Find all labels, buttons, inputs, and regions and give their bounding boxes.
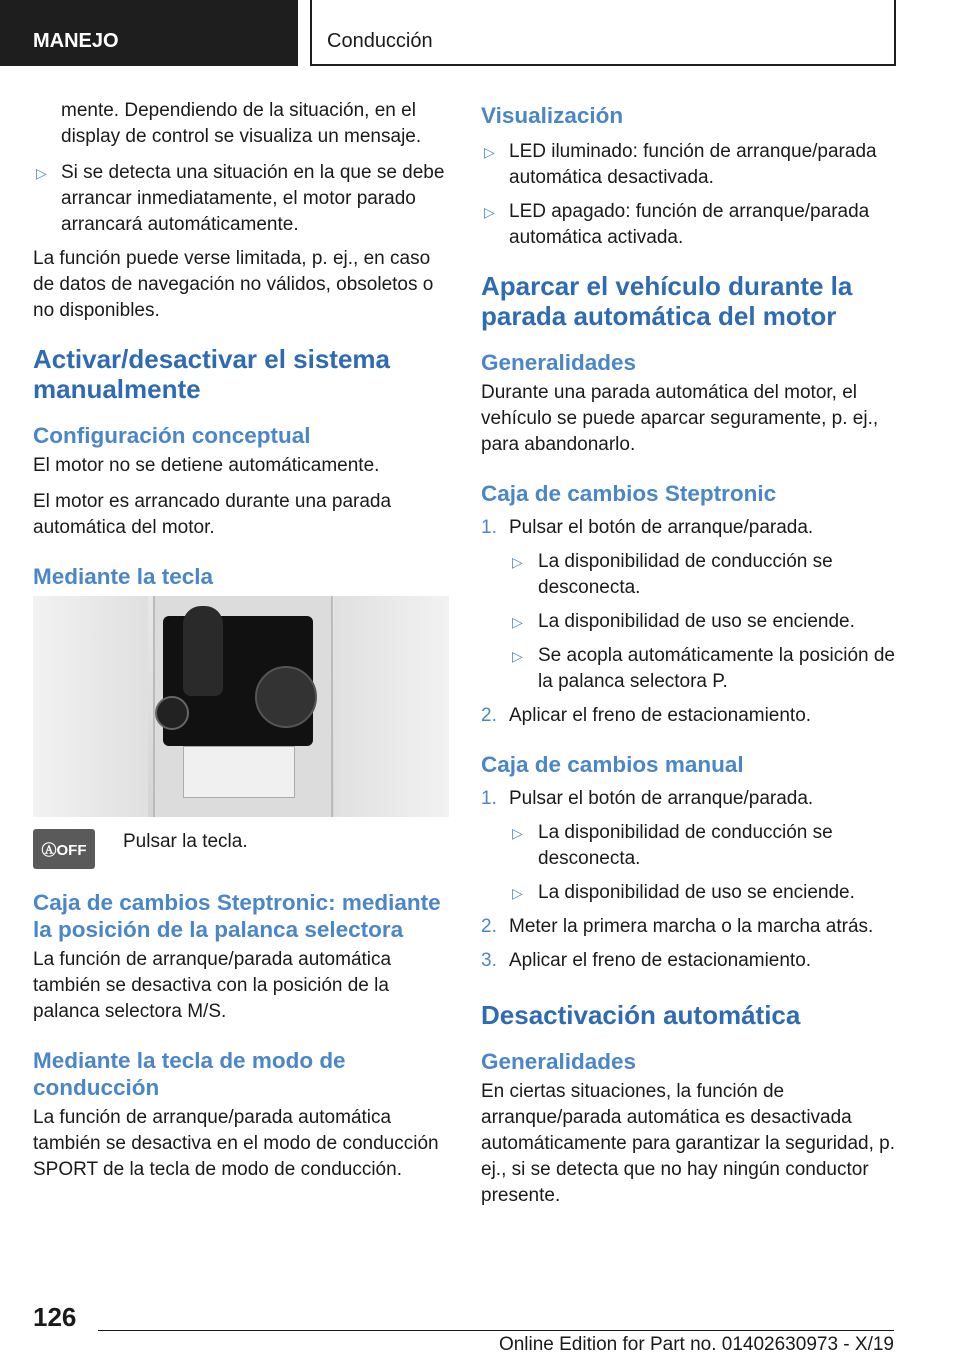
heading-auto: Desactivación automática (481, 1000, 801, 1030)
bullet-item: ▷ La disponibilidad de uso se enciende. (481, 880, 897, 906)
page-header (0, 0, 960, 66)
numbered-step: 2. Aplicar el freno de estacionamiento. (481, 705, 812, 726)
heading-vis: Visualización (481, 103, 624, 128)
bullet-item: ▷ Si se detecta una situación en la que se debe arrancar inmediatamente, el motor parado arrancará automáticamente. (36, 162, 445, 235)
bullet-item: ▷ LED apagado: función de arranque/parada automática activada. (484, 201, 870, 248)
triangle-bullet-icon: ▷ (512, 554, 523, 570)
paragraph: La función puede verse limitada, p. ej., en caso de datos de navegación no válidos, obsoletos o no disponibles. (33, 248, 434, 321)
edition-text: Online Edition for Part no. 01402630973 - X/19 (498, 1334, 894, 1355)
heading-manual: Activar/desactivar el sistema manualmente (33, 344, 390, 404)
paragraph: La función de arranque/parada automática también se desactiva en el modo de conducción SPORT de la tecla de modo de conducción. (33, 1107, 439, 1180)
paragraph: En ciertas situaciones, la función de arranque/parada automática es desactivada automáticamente para garantizar la seguridad, p. ej., si se detecta que no hay ningún conductor presente. (481, 1081, 896, 1206)
triangle-bullet-icon: ▷ (484, 144, 495, 160)
chapter-title: Conducción (310, 0, 896, 66)
paragraph: El motor es arrancado durante una parada automática del motor. (33, 491, 392, 538)
triangle-bullet-icon: ▷ (512, 885, 523, 901)
heading-park: Aparcar el vehículo durante la parada automática del motor (481, 271, 853, 331)
paragraph: mente. Dependiendo de la situación, en el display de control se visualiza un mensaje. (61, 100, 422, 147)
left-column (33, 98, 449, 1193)
start-stop-button (155, 696, 189, 730)
icon-caption: Pulsar la tecla. (123, 831, 248, 852)
auto-start-stop-off-icon: ⒶOFF (33, 829, 95, 869)
heading-gen1: Generalidades (481, 350, 637, 375)
heading-tecla: Mediante la tecla (33, 564, 214, 589)
heading-selector: Caja de cambios Steptronic: mediante la posición de la palanca selectora (33, 890, 441, 942)
right-column (481, 98, 897, 1219)
triangle-bullet-icon: ▷ (512, 825, 523, 841)
heading-step: Caja de cambios Steptronic (481, 481, 777, 506)
icon-caption-row (33, 829, 449, 869)
numbered-step: 1. Pulsar el botón de arranque/parada. (481, 517, 814, 538)
numbered-step: 3. Aplicar el freno de estacionamiento. (481, 950, 812, 971)
bullet-item: ▷ LED iluminado: función de arranque/parada automática desactivada. (484, 141, 877, 188)
numbered-step: 2. Meter la primera marcha o la marcha atrás. (481, 916, 874, 937)
heading-concept: Configuración conceptual (33, 423, 311, 448)
paragraph: La función de arranque/parada automática también se desactiva con la posición de la palanca selectora M/S. (33, 949, 392, 1022)
triangle-bullet-icon: ▷ (484, 204, 495, 220)
bullet-item: ▷ La disponibilidad de uso se enciende. (481, 609, 897, 635)
numbered-step: 1. Pulsar el botón de arranque/parada. (481, 788, 814, 809)
bullet-item: ▷ La disponibilidad de conducción se desconecta. (512, 822, 833, 869)
triangle-bullet-icon: ▷ (512, 648, 523, 664)
footer-divider (98, 1330, 894, 1331)
gear-lever (183, 606, 223, 696)
gear-console-photo (33, 596, 449, 817)
page-number: 126 (33, 1302, 77, 1332)
heading-gen2: Generalidades (481, 1049, 637, 1074)
bullet-item: ▷ Se acopla automáticamente la posición de la palanca selectora P. (512, 645, 896, 692)
triangle-bullet-icon: ▷ (36, 165, 47, 181)
paragraph: El motor no se detiene automáticamente. (33, 455, 380, 476)
section-tab: MANEJO (0, 0, 298, 66)
controller-knob (255, 666, 317, 728)
heading-mode: Mediante la tecla de modo de conducción (33, 1048, 346, 1100)
heading-man: Caja de cambios manual (481, 752, 744, 777)
triangle-bullet-icon: ▷ (512, 614, 523, 630)
paragraph: Durante una parada automática del motor, el vehículo se puede aparcar seguramente, p. ej., para abandonarlo. (481, 382, 879, 455)
bullet-item: ▷ La disponibilidad de conducción se desconecta. (512, 551, 833, 598)
